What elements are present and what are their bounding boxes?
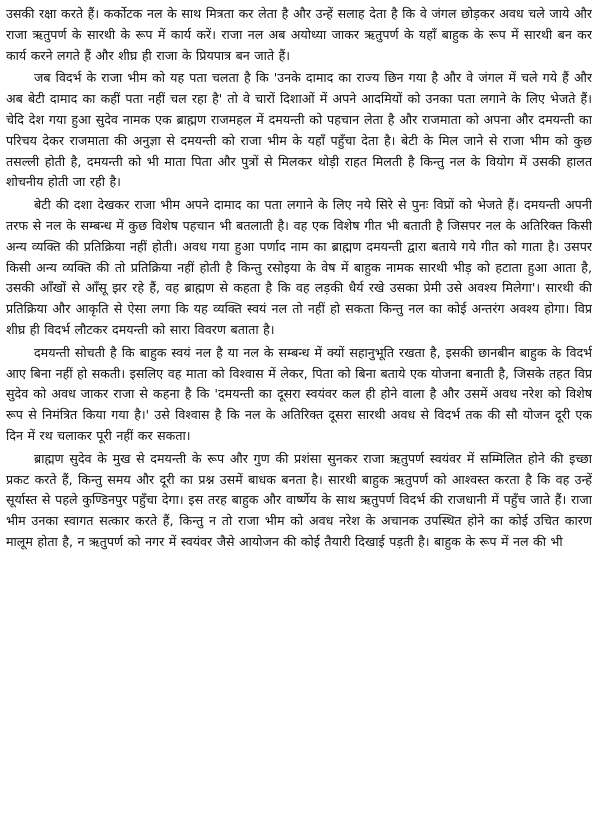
paragraph-3: बेटी की दशा देखकर राजा भीम अपने दामाद का पता लगाने के लिए नये सिरे से पुनः विप्रों को भेजते हैं। दमयन्ती अपनी तरफ से नल के सम्बन्ध में कुछ विशेष पहचान भी बतलाती है। वह एक विशेष गीत भी बताती है जिसपर नल के अतिरिक्त किसी अन्य व्यक्ति की प्रतिक्रिया नहीं होती। अवध गया हुआ पर्णाद नाम का ब्राह्मण दमयन्ती द्वारा बताये गये गीत को गाता है। उसपर किसी अन्य व्यक्ति की तो प्रतिक्रिया नहीं होती है किन्तु रसोइया के वेष में बाहुक नामक सारथी भीड़ को हटाता हुआ आता है, उसकी आँखों से आँसू झर रहे हैं, वह ब्राह्मण से कहता है कि वह लड़की धैर्य रखे उसका प्रेमी उसे अवश्य मिलेगा'। सारथी की प्रतिक्रिया और आकृति से ऐसा लगा कि यह व्यक्ति स्वयं नल तो नहीं हो सकता किन्तु नल का कोई अन्तरंग अवश्य होगा। विप्र शीघ्र ही विदर्भ लौटकर दमयन्ती को सारा विवरण बताता है।	[6, 197, 592, 337]
paragraph-5: ब्राह्मण सुदेव के मुख से दमयन्ती के रूप और गुण की प्रशंसा सुनकर राजा ऋतुपर्ण स्वयंवर में सम्मिलित होने की इच्छा प्रकट करते हैं, किन्तु समय और दूरी का प्रश्न उसमें बाधक बनता है। सारथी बाहुक ऋतुपर्ण को आश्वस्त करता है कि वह उन्हें सूर्यास्त से पहले कुण्डिनपुर पहुँचा देगा। इस तरह बाहुक और वार्ष्णेय के साथ ऋतुपर्ण विदर्भ की राजधानी में पहुँच जाते हैं। राजा भीम उनका स्वागत सत्कार करते हैं, किन्तु न तो राजा भीम को अवध नरेश के अचानक उपस्थित होने का कोई उचित कारण मालूम होता है, न ऋतुपर्ण को नगर में स्वयंवर जैसे आयोजन की कोई तैयारी दिखाई पड़ती है। बाहुक के रूप में नल की भी	[6, 450, 592, 549]
paragraph-1: उसकी रक्षा करते हैं। कर्कोटक नल के साथ मित्रता कर लेता है और उन्हें सलाह देता है कि वे जंगल छोड़कर अवध चले जाये और राजा ऋतुपर्ण के सारथी के रूप में कार्य करें। राजा नल अब अयोध्या जाकर ऋतुपर्ण के यहाँ बाहुक के रूप में सारथी बन कर कार्य करने लगते हैं और शीघ्र ही राजा के प्रियपात्र बन जाते हैं।	[6, 6, 592, 63]
paragraph-2: जब विदर्भ के राजा भीम को यह पता चलता है कि 'उनके दामाद का राज्य छिन गया है और वे जंगल में चले गये हैं और अब बेटी दामाद का कहीं पता नहीं चल रहा है' तो वे चारों दिशाओं में अपने आदमियों को उनका पता लगाने के लिए भेजते हैं। चेदि देश गया हुआ सुदेव नामक एक ब्राह्मण राजमहल में दमयन्ती को पहचान लेता है और राजमाता को अपना और दमयन्ती का परिचय देकर राजमाता की अनुज्ञा से दमयन्ती को राजा भीम के यहाँ पहुँचा देता है। बेटी के मिल जाने से राजा भीम को कुछ तसल्ली होती है, दमयन्ती को भी माता पिता और पुत्रों से मिलकर थोड़ी राहत मिलती है किन्तु नल के वियोग में उसकी हालत शोचनीय होती जा रही है।	[6, 70, 592, 190]
document-page	[6, 4, 592, 834]
paragraph-4: दमयन्ती सोचती है कि बाहुक स्वयं नल है या नल के सम्बन्ध में क्यों सहानुभूति रखता है, इसकी छानबीन बाहुक के विदर्भ आए बिना नहीं हो सकती। इसलिए वह माता को विश्वास में लेकर, पिता को बिना बताये एक योजना बनाती है, जिसके तहत विप्र सुदेव को अवध जाकर राजा से कहना है कि 'दमयन्ती का दूसरा स्वयंवर कल ही होने वाला है और उसमें अवध नरेश को विशेष रूप से निमंत्रित किया गया है।' उसे विश्वास है कि नल के अतिरिक्त दूसरा सारथी अवध से विदर्भ तक की सौ योजन दूरी एक दिन में रथ चलाकर पूरी नहीं कर सकता।	[6, 344, 592, 443]
